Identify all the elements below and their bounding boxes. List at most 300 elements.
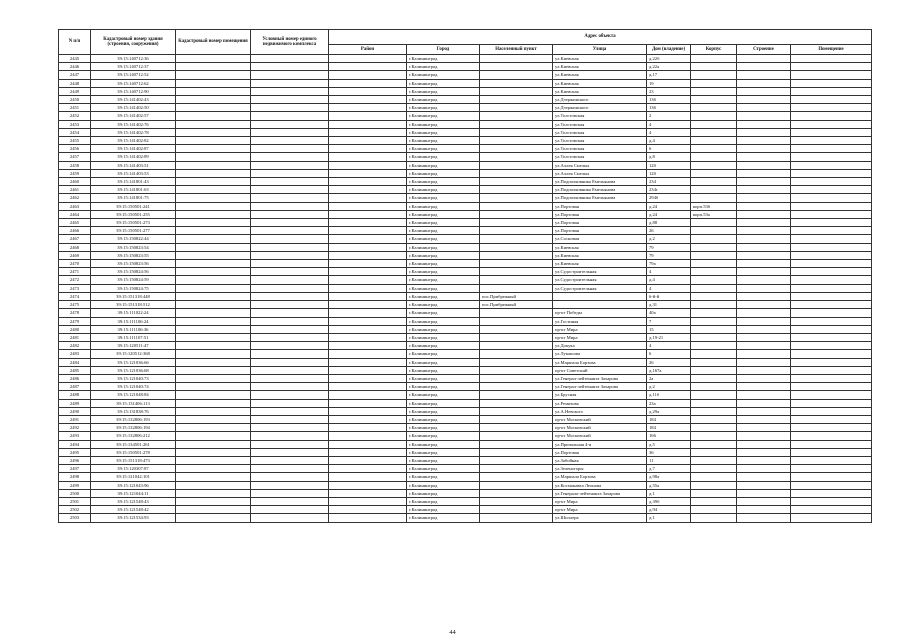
cell-korpus	[691, 465, 737, 473]
cell-room-number	[176, 506, 251, 514]
cell-korpus	[691, 301, 737, 309]
cell-cadastral-number: 39:15:121040:73	[91, 374, 176, 382]
cell-building	[737, 432, 791, 440]
cell-house: 234	[647, 178, 691, 186]
cell-cadastral-number: 39:15:150824:59	[91, 276, 176, 284]
cell-city: г.Калининград	[407, 145, 480, 153]
cell-korpus	[691, 317, 737, 325]
cell-complex-number	[251, 333, 329, 341]
cell-city: г.Калининград	[407, 186, 480, 194]
cell-cadastral-number: 39:15:131838:76	[91, 407, 176, 415]
cell-cadastral-number: 39:15:140712:37	[91, 63, 176, 71]
cell-complex-number	[251, 235, 329, 243]
cell-building	[737, 87, 791, 95]
cell-building	[737, 448, 791, 456]
cell-settlement	[480, 448, 553, 456]
cell-street	[553, 292, 647, 300]
cell-cadastral-number: 39:15:141403:53	[91, 169, 176, 177]
cell-house: 2	[647, 112, 691, 120]
cell-district	[329, 219, 407, 227]
cell-row-number: 2501	[59, 497, 91, 505]
cell-building	[737, 145, 791, 153]
cell-row-number: 2502	[59, 506, 91, 514]
table-row	[59, 104, 872, 112]
cell-row-number: 2445	[59, 55, 91, 63]
cell-city: г.Калининград	[407, 55, 480, 63]
cell-row-number: 2486	[59, 374, 91, 382]
table-row	[59, 251, 872, 259]
cell-settlement	[480, 424, 553, 432]
cell-settlement	[480, 489, 553, 497]
cell-district	[329, 194, 407, 202]
cell-house: д.167а	[647, 366, 691, 374]
cell-district	[329, 63, 407, 71]
cell-house: 36	[647, 448, 691, 456]
cell-row-number: 2483	[59, 350, 91, 358]
cell-settlement	[480, 350, 553, 358]
cell-house: 15	[647, 325, 691, 333]
cell-house: д.4	[647, 276, 691, 284]
cell-room	[791, 71, 872, 79]
cell-district	[329, 465, 407, 473]
cell-settlement	[480, 79, 553, 87]
table-row	[59, 399, 872, 407]
cell-cadastral-number: 39:15:141402:57	[91, 112, 176, 120]
cell-complex-number	[251, 227, 329, 235]
cell-complex-number	[251, 276, 329, 284]
cell-city: г.Калининград	[407, 350, 480, 358]
cell-row-number: 2452	[59, 112, 91, 120]
cell-house: д.1	[647, 514, 691, 522]
cell-cadastral-number: 39:15:141402:76	[91, 120, 176, 128]
cell-cadastral-number: 39:15:121036:68	[91, 366, 176, 374]
cell-house: 6	[647, 350, 691, 358]
table-row	[59, 202, 872, 210]
cell-row-number: 2455	[59, 137, 91, 145]
cell-complex-number	[251, 186, 329, 194]
cell-street: пр-кт Московский	[553, 415, 647, 423]
cell-room-number	[176, 145, 251, 153]
cell-city: г.Калининград	[407, 112, 480, 120]
cell-korpus	[691, 342, 737, 350]
cell-district	[329, 169, 407, 177]
cell-settlement	[480, 202, 553, 210]
cell-settlement	[480, 137, 553, 145]
cell-row-number: 2447	[59, 71, 91, 79]
table-row	[59, 407, 872, 415]
cell-district	[329, 202, 407, 210]
cell-city: г.Калининград	[407, 79, 480, 87]
cell-district	[329, 342, 407, 350]
cell-cadastral-number: 39:15:111106:24	[91, 317, 176, 325]
cell-cadastral-number: 39:15:111107:51	[91, 333, 176, 341]
cell-room-number	[176, 333, 251, 341]
cell-row-number: 2458	[59, 161, 91, 169]
cell-street: ул.Аллея Смелых	[553, 161, 647, 169]
cell-building	[737, 96, 791, 104]
cell-building	[737, 219, 791, 227]
cell-house: 6-й-й	[647, 292, 691, 300]
table-row	[59, 137, 872, 145]
cell-complex-number	[251, 120, 329, 128]
cell-city: г.Калининград	[407, 497, 480, 505]
cell-row-number: 2469	[59, 251, 91, 259]
table-row	[59, 178, 872, 186]
cell-room	[791, 309, 872, 317]
cell-complex-number	[251, 366, 329, 374]
cell-city: г.Калининград	[407, 514, 480, 522]
cell-complex-number	[251, 456, 329, 464]
cell-cadastral-number: 39:15:131406:113	[91, 399, 176, 407]
cell-room	[791, 481, 872, 489]
cell-cadastral-number: 39:15:151318:473	[91, 456, 176, 464]
cell-city: г.Калининград	[407, 104, 480, 112]
table-row	[59, 506, 872, 514]
cell-cadastral-number: 39:15:140712:90	[91, 87, 176, 95]
cell-complex-number	[251, 342, 329, 350]
cell-cadastral-number: 39:15:121548:43	[91, 497, 176, 505]
table-row	[59, 186, 872, 194]
table-row	[59, 268, 872, 276]
table-row	[59, 161, 872, 169]
cell-settlement	[480, 407, 553, 415]
table-row	[59, 358, 872, 366]
cell-cadastral-number: 39:15:121548:42	[91, 506, 176, 514]
cell-room-number	[176, 63, 251, 71]
cell-settlement	[480, 473, 553, 481]
cell-district	[329, 251, 407, 259]
table-row	[59, 350, 872, 358]
cell-house: 184	[647, 424, 691, 432]
cell-row-number: 2467	[59, 235, 91, 243]
table-row	[59, 87, 872, 95]
cell-building	[737, 358, 791, 366]
cell-street: ул.Судостроительная	[553, 276, 647, 284]
cell-building	[737, 128, 791, 136]
cell-row-number: 2480	[59, 325, 91, 333]
cell-house: д.1	[647, 489, 691, 497]
cell-row-number: 2485	[59, 366, 91, 374]
table-body	[59, 55, 872, 523]
cell-city: г.Калининград	[407, 268, 480, 276]
cell-district	[329, 161, 407, 169]
cell-district	[329, 243, 407, 251]
cell-street: ул.Генерал-лейтенанта Захарова	[553, 383, 647, 391]
table-row	[59, 235, 872, 243]
cell-room	[791, 284, 872, 292]
cell-cadastral-number: 39:15:121040:74	[91, 383, 176, 391]
cell-settlement	[480, 243, 553, 251]
cell-district	[329, 506, 407, 514]
cell-complex-number	[251, 194, 329, 202]
cell-room-number	[176, 227, 251, 235]
cell-cadastral-number: 39:15:150822:44	[91, 235, 176, 243]
cell-row-number: 2456	[59, 145, 91, 153]
cell-korpus	[691, 96, 737, 104]
cell-house: д.19-21	[647, 333, 691, 341]
cell-korpus	[691, 128, 737, 136]
cell-district	[329, 137, 407, 145]
cell-room	[791, 276, 872, 284]
cell-room-number	[176, 473, 251, 481]
cell-room	[791, 399, 872, 407]
table-row	[59, 243, 872, 251]
cell-city: г.Калининград	[407, 243, 480, 251]
table-header	[59, 30, 872, 55]
cell-room	[791, 301, 872, 309]
table-row	[59, 415, 872, 423]
table-row	[59, 284, 872, 292]
cell-room	[791, 391, 872, 399]
cell-row-number: 2468	[59, 243, 91, 251]
cell-street: ул.Маршала Борзова	[553, 358, 647, 366]
cell-city: г.Калининград	[407, 292, 480, 300]
cell-room	[791, 350, 872, 358]
cell-city: г.Калининград	[407, 260, 480, 268]
cell-street: ул.Подполковника Емельянова	[553, 186, 647, 194]
cell-room	[791, 96, 872, 104]
cell-house: д.24	[647, 210, 691, 218]
table-row	[59, 489, 872, 497]
cell-korpus	[691, 104, 737, 112]
cell-row-number: 2475	[59, 301, 91, 309]
cell-complex-number	[251, 391, 329, 399]
cell-complex-number	[251, 96, 329, 104]
cell-settlement	[480, 96, 553, 104]
cell-korpus	[691, 399, 737, 407]
cell-korpus	[691, 251, 737, 259]
cell-building	[737, 243, 791, 251]
cell-room	[791, 251, 872, 259]
cell-room-number	[176, 79, 251, 87]
cell-settlement	[480, 506, 553, 514]
cell-settlement	[480, 374, 553, 382]
cell-district	[329, 309, 407, 317]
cell-house: 23	[647, 87, 691, 95]
header-num: N п/п	[59, 30, 91, 55]
cell-complex-number	[251, 63, 329, 71]
cell-korpus	[691, 391, 737, 399]
cell-building	[737, 383, 791, 391]
cell-room	[791, 210, 872, 218]
cell-korpus	[691, 514, 737, 522]
cell-house: 11	[647, 456, 691, 464]
cell-settlement	[480, 309, 553, 317]
cell-row-number: 2478	[59, 309, 91, 317]
cell-street: ул.Судостроительная	[553, 284, 647, 292]
cell-building	[737, 120, 791, 128]
cell-building	[737, 104, 791, 112]
cell-district	[329, 448, 407, 456]
cell-korpus	[691, 374, 737, 382]
header-building: Строение	[737, 45, 791, 55]
cell-room-number	[176, 391, 251, 399]
cell-row-number: 2465	[59, 219, 91, 227]
cell-complex-number	[251, 55, 329, 63]
cell-room-number	[176, 301, 251, 309]
cell-room	[791, 137, 872, 145]
cell-settlement	[480, 145, 553, 153]
cell-room-number	[176, 407, 251, 415]
cell-room	[791, 186, 872, 194]
cell-room	[791, 161, 872, 169]
cell-room	[791, 243, 872, 251]
cell-district	[329, 227, 407, 235]
cell-cadastral-number: 39:15:134501:261	[91, 440, 176, 448]
cell-building	[737, 489, 791, 497]
cell-complex-number	[251, 489, 329, 497]
cell-complex-number	[251, 79, 329, 87]
cell-city: г.Калининград	[407, 374, 480, 382]
cell-district	[329, 350, 407, 358]
cell-city: г.Калининград	[407, 63, 480, 71]
cell-room-number	[176, 243, 251, 251]
cell-district	[329, 473, 407, 481]
cell-building	[737, 260, 791, 268]
cell-korpus	[691, 473, 737, 481]
cell-korpus	[691, 194, 737, 202]
cell-room-number	[176, 178, 251, 186]
cell-room-number	[176, 317, 251, 325]
cell-street: ул.Причальная 4-я	[553, 440, 647, 448]
cell-settlement	[480, 391, 553, 399]
table-row	[59, 292, 872, 300]
cell-cadastral-number: 39:15:150501:241	[91, 202, 176, 210]
cell-korpus	[691, 227, 737, 235]
header-district: Район	[329, 45, 407, 55]
cell-complex-number	[251, 497, 329, 505]
table-row	[59, 276, 872, 284]
table-row	[59, 448, 872, 456]
cell-house: 23а	[647, 399, 691, 407]
cell-korpus	[691, 432, 737, 440]
cell-settlement	[480, 366, 553, 374]
cell-complex-number	[251, 202, 329, 210]
cell-street: ул.Лукашова	[553, 350, 647, 358]
cell-settlement	[480, 399, 553, 407]
cell-cadastral-number: 39:15:132806:194	[91, 424, 176, 432]
cell-building	[737, 325, 791, 333]
cell-room-number	[176, 202, 251, 210]
cell-row-number: 2446	[59, 63, 91, 71]
cell-house: 40а	[647, 309, 691, 317]
cell-street: ул.Портовая	[553, 202, 647, 210]
cell-korpus	[691, 309, 737, 317]
cell-building	[737, 342, 791, 350]
cell-city: г.Калининград	[407, 276, 480, 284]
cell-street: пр-кт Московский	[553, 424, 647, 432]
cell-building	[737, 284, 791, 292]
cell-settlement	[480, 317, 553, 325]
cell-complex-number	[251, 317, 329, 325]
cell-house: 79а	[647, 260, 691, 268]
cell-complex-number	[251, 465, 329, 473]
cell-korpus	[691, 415, 737, 423]
cell-row-number: 2490	[59, 407, 91, 415]
cell-korpus	[691, 325, 737, 333]
table-row	[59, 128, 872, 136]
cell-room-number	[176, 235, 251, 243]
cell-cadastral-number: 39:15:150501:278	[91, 448, 176, 456]
cell-room-number	[176, 169, 251, 177]
cell-room-number	[176, 440, 251, 448]
cell-complex-number	[251, 506, 329, 514]
cell-building	[737, 317, 791, 325]
cell-settlement	[480, 268, 553, 276]
cell-korpus	[691, 112, 737, 120]
cell-cadastral-number: 39:15:141403:51	[91, 161, 176, 169]
cell-room-number	[176, 186, 251, 194]
cell-street: ул.Толстовская	[553, 137, 647, 145]
cell-building	[737, 268, 791, 276]
cell-district	[329, 407, 407, 415]
table-row	[59, 514, 872, 522]
cell-cadastral-number: 39:15:120512:368	[91, 350, 176, 358]
cell-room-number	[176, 210, 251, 218]
cell-house: 4	[647, 128, 691, 136]
cell-district	[329, 366, 407, 374]
cell-cadastral-number: 39:15:132806:193	[91, 415, 176, 423]
cell-street: ул.Портовая	[553, 227, 647, 235]
table-row	[59, 465, 872, 473]
cell-city: г.Калининград	[407, 317, 480, 325]
cell-district	[329, 424, 407, 432]
cell-room-number	[176, 325, 251, 333]
cell-building	[737, 169, 791, 177]
cell-korpus	[691, 178, 737, 186]
cell-district	[329, 153, 407, 161]
cell-settlement	[480, 104, 553, 112]
cell-row-number: 2495	[59, 448, 91, 456]
cell-house: д.22б	[647, 55, 691, 63]
cell-settlement	[480, 276, 553, 284]
cell-building	[737, 71, 791, 79]
table-row	[59, 63, 872, 71]
cell-district	[329, 481, 407, 489]
cell-district	[329, 276, 407, 284]
cell-building	[737, 194, 791, 202]
cell-korpus	[691, 448, 737, 456]
cell-row-number: 2503	[59, 514, 91, 522]
cell-complex-number	[251, 358, 329, 366]
cell-cadastral-number: 39:15:150501:255	[91, 210, 176, 218]
cell-house: д.31	[647, 301, 691, 309]
cell-settlement	[480, 153, 553, 161]
cell-street: пр-кт Мира	[553, 506, 647, 514]
cell-row-number: 2474	[59, 292, 91, 300]
cell-street: пр-кт Мира	[553, 325, 647, 333]
cell-street: ул.Киевская	[553, 87, 647, 95]
cell-building	[737, 424, 791, 432]
cell-korpus: корп.53б	[691, 202, 737, 210]
cell-street: ул.Сосновая	[553, 235, 647, 243]
cell-house: 4	[647, 268, 691, 276]
cell-street: ул.Брусная	[553, 391, 647, 399]
cell-street: ул.Подполковника Емельянова	[553, 178, 647, 186]
cell-house: д.8	[647, 153, 691, 161]
cell-city: г.Калининград	[407, 161, 480, 169]
cell-row-number: 2484	[59, 358, 91, 366]
table-row	[59, 194, 872, 202]
cell-complex-number	[251, 104, 329, 112]
cell-complex-number	[251, 473, 329, 481]
cell-room-number	[176, 104, 251, 112]
cell-building	[737, 301, 791, 309]
cell-building	[737, 506, 791, 514]
cell-room-number	[176, 342, 251, 350]
table-row	[59, 333, 872, 341]
cell-street: ул.Портовая	[553, 219, 647, 227]
